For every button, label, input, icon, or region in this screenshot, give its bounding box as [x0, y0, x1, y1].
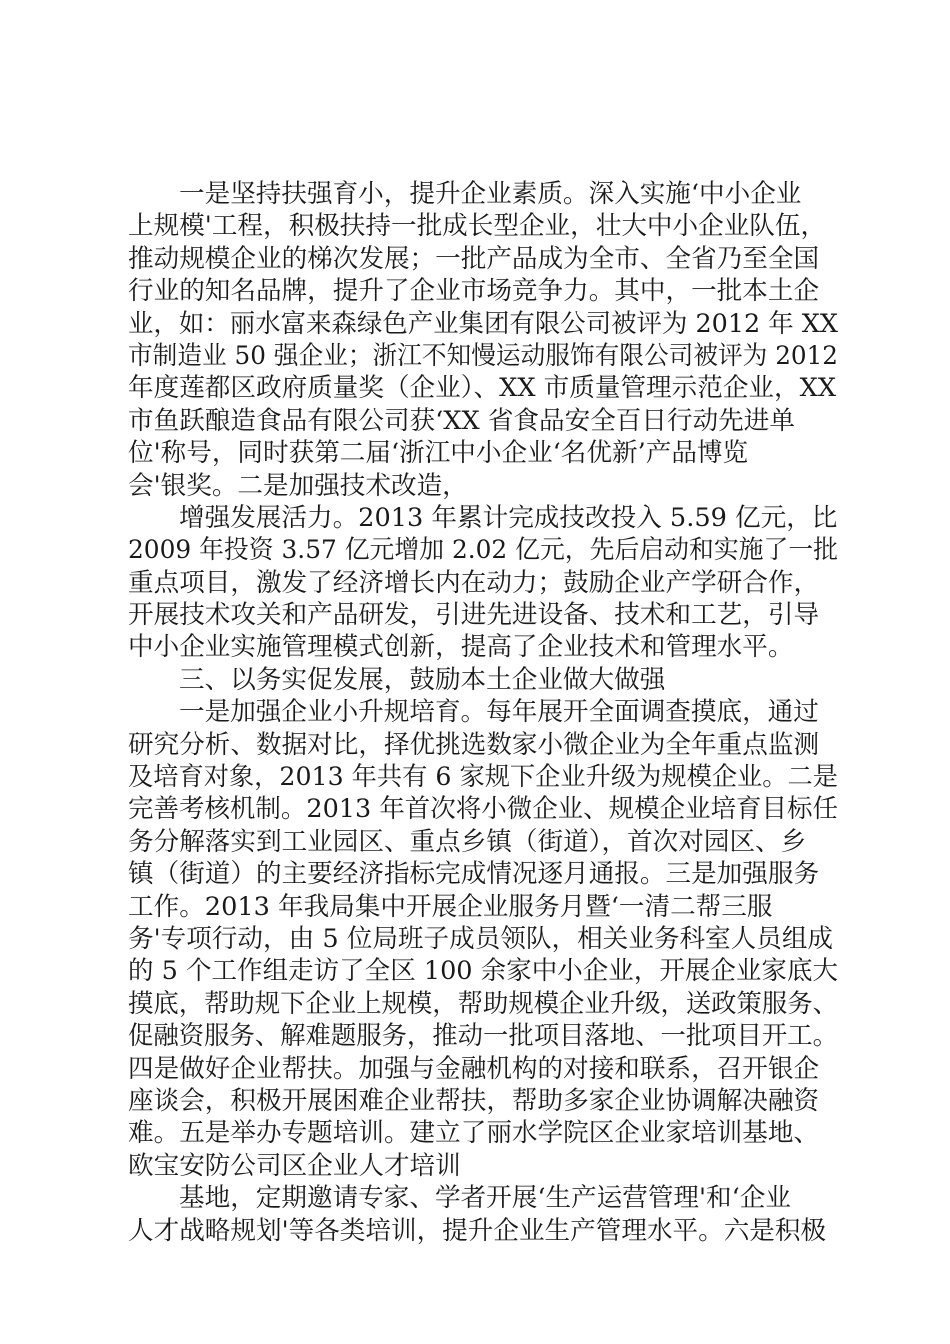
text-line: 一是加强企业小升规培育。每年展开全面调查摸底，通过 — [179, 697, 819, 728]
text-line: 座谈会，积极开展困难企业帮扶，帮助多家企业协调解决融资 — [128, 1085, 820, 1116]
text-line: 市制造业 50 强企业；浙江不知慢运动服饰有限公司被评为 2012 — [128, 340, 838, 371]
text-line: 人才战略规划'等各类培训，提升企业生产管理水平。六是积极 — [128, 1215, 827, 1246]
text-line: 会'银奖。二是加强技术改造， — [128, 470, 468, 501]
text-line: 基地，定期邀请专家、学者开展‘生产运营管理'和‘企业 — [179, 1183, 791, 1214]
text-line: 上规模'工程，积极扶持一批成长型企业，壮大中小企业队伍， — [128, 211, 827, 242]
document-body — [128, 178, 838, 1247]
text-line: 重点项目，激发了经济增长内在动力；鼓励企业产学研合作， — [128, 567, 820, 598]
text-line: 推动规模企业的梯次发展；一批产品成为全市、全省乃至全国 — [128, 243, 820, 274]
text-line: 完善考核机制。2013 年首次将小微企业、规模企业培育目标任 — [128, 794, 838, 825]
text-line: 的 5 个工作组走访了全区 100 余家中小企业，开展企业家底大 — [128, 956, 839, 987]
text-line: 镇（街道）的主要经济指标完成情况逐月通报。三是加强服务 — [128, 859, 820, 890]
text-line: 一是坚持扶强育小，提升企业素质。深入实施‘中小企业 — [179, 179, 802, 209]
text-line: 难。五是举办专题培训。建立了丽水学院区企业家培训基地、 — [128, 1118, 820, 1149]
text-line: 三、以务实促发展，鼓励本土企业做大做强 — [179, 664, 666, 695]
text-line: 欧宝安防公司区企业人才培训 — [128, 1150, 461, 1181]
text-line: 年度莲都区政府质量奖（企业）、XX 市质量管理示范企业，XX — [128, 373, 837, 404]
text-line: 务分解落实到工业园区、重点乡镇（街道），首次对园区、乡 — [128, 826, 807, 857]
text-line: 开展技术攻关和产品研发，引进先进设备、技术和工艺，引导 — [128, 600, 820, 631]
text-line: 行业的知名品牌，提升了企业市场竞争力。其中，一批本土企 — [128, 276, 820, 307]
text-line: 增强发展活力。2013 年累计完成技改投入 5.59 亿元，比 — [179, 502, 838, 533]
text-line: 中小企业实施管理模式创新，提高了企业技术和管理水平。 — [128, 632, 794, 663]
text-line: 促融资服务、解难题服务，推动一批项目落地、一批项目开工。 — [128, 1021, 838, 1052]
text-line: 位'称号，同时获第二届‘浙江中小企业‘名优新’产品博览 — [128, 438, 749, 469]
text-line: 务'专项行动，由 5 位局班子成员领队，相关业务科室人员组成 — [128, 923, 834, 954]
text-line: 工作。2013 年我局集中开展企业服务月暨‘一清二帮三服 — [128, 891, 773, 922]
text-line: 摸底，帮助规下企业上规模，帮助规模企业升级，送政策服务、 — [128, 988, 838, 1019]
text-line: 及培育对象，2013 年共有 6 家规下企业升级为规模企业。二是 — [128, 762, 838, 793]
text-line: 研究分析、数据对比，择优挑选数家小微企业为全年重点监测 — [128, 729, 820, 760]
text-line: 2009 年投资 3.57 亿元增加 2.02 亿元，先后启动和实施了一批 — [128, 535, 839, 566]
text-line: 业，如：丽水富来森绿色产业集团有限公司被评为 2012 年 XX — [128, 308, 838, 339]
text-line: 市鱼跃酿造食品有限公司获‘XX 省食品安全百日行动先进单 — [128, 405, 795, 436]
text-line: 四是做好企业帮扶。加强与金融机构的对接和联系，召开银企 — [128, 1053, 820, 1084]
